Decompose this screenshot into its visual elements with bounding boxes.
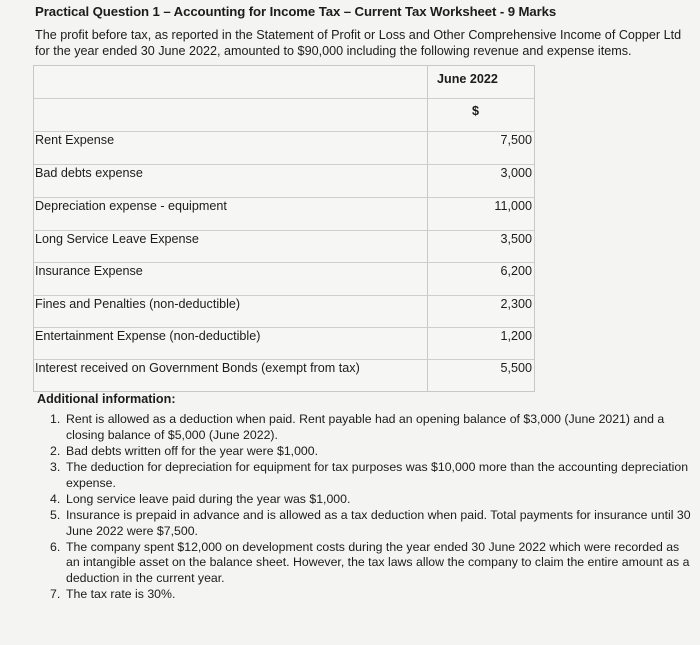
list-item-number: 2. (50, 443, 61, 458)
list-item (37, 412, 692, 443)
list-item (37, 492, 692, 508)
list-item-number: 4. (50, 491, 61, 506)
row-value-rent: 7,500 (500, 133, 532, 147)
list-item (37, 460, 692, 491)
row-divider (34, 359, 534, 360)
question-intro: The profit before tax, as reported in the Statement of Profit or Loss and Other Comprehensive Income of Copper Ltd for the year ended 30 June 2022, amounted to $90,000 including the following revenue and expense items. (35, 28, 682, 58)
row-divider (34, 327, 534, 328)
row-label-entertainment: Entertainment Expense (non-deductible) (35, 329, 261, 343)
row-label-bad-debts: Bad debts expense (35, 166, 143, 180)
row-label-fines: Fines and Penalties (non-deductible) (35, 297, 241, 311)
row-divider (34, 262, 534, 263)
row-divider (34, 131, 534, 132)
list-item (37, 587, 692, 603)
expense-table (33, 65, 535, 392)
row-label-interest: Interest received on Government Bonds (exempt from tax) (35, 361, 360, 375)
row-value-long-service-leave: 3,500 (500, 232, 532, 246)
column-header-year: June 2022 (437, 72, 498, 86)
row-label-depreciation: Depreciation expense - equipment (35, 199, 227, 213)
list-item-text: The deduction for depreciation for equipment for tax purposes was $10,000 more than the accounting depreciation expense. (66, 459, 689, 490)
row-value-entertainment: 1,200 (500, 329, 532, 343)
row-value-depreciation: 11,000 (494, 199, 532, 213)
list-item-text: Insurance is prepaid in advance and is allowed as a tax deduction when paid. Total payments for insurance until 30 June 2022 were $7,500. (66, 507, 691, 538)
additional-info-heading: Additional information: (37, 392, 176, 406)
column-header-currency: $ (472, 104, 480, 118)
list-item (37, 444, 692, 460)
row-divider (34, 230, 534, 231)
row-value-bad-debts: 3,000 (500, 166, 532, 180)
list-item-number: 3. (50, 459, 61, 474)
list-item-text: Bad debts written off for the year were $1,000. (66, 443, 319, 458)
column-divider (427, 66, 428, 391)
list-item (37, 508, 692, 539)
list-item-number: 6. (50, 539, 61, 554)
list-item-number: 1. (50, 412, 61, 426)
additional-info-list (37, 412, 692, 603)
row-label-long-service-leave: Long Service Leave Expense (35, 232, 199, 246)
list-item-number: 5. (50, 507, 61, 522)
list-item-text: Long service leave paid during the year was $1,000. (66, 491, 351, 506)
row-label-rent: Rent Expense (35, 133, 115, 147)
list-item (37, 540, 692, 587)
row-value-insurance: 6,200 (500, 264, 532, 278)
row-label-insurance: Insurance Expense (35, 264, 143, 278)
list-item-text: The tax rate is 30%. (66, 587, 176, 602)
row-value-fines: 2,300 (500, 297, 532, 311)
row-divider (34, 164, 534, 165)
row-divider (34, 197, 534, 198)
list-item-text: The company spent $12,000 on development costs during the year ended 30 June 2022 which were recorded as an intangible asset on the balance sheet. However, the tax laws allow the company to claim the entire amount as a deduction in the current year. (66, 539, 690, 585)
list-item-text: Rent is allowed as a deduction when paid. Rent payable had an opening balance of $3,000 (June 2021) and a closing balance of $5,000 (June 2022). (66, 412, 665, 442)
row-value-interest: 5,500 (500, 361, 532, 375)
list-item-number: 7. (50, 587, 61, 602)
row-divider (34, 295, 534, 296)
header-divider (34, 98, 534, 99)
question-title: Practical Question 1 – Accounting for Income Tax – Current Tax Worksheet - 9 Marks (35, 4, 557, 19)
